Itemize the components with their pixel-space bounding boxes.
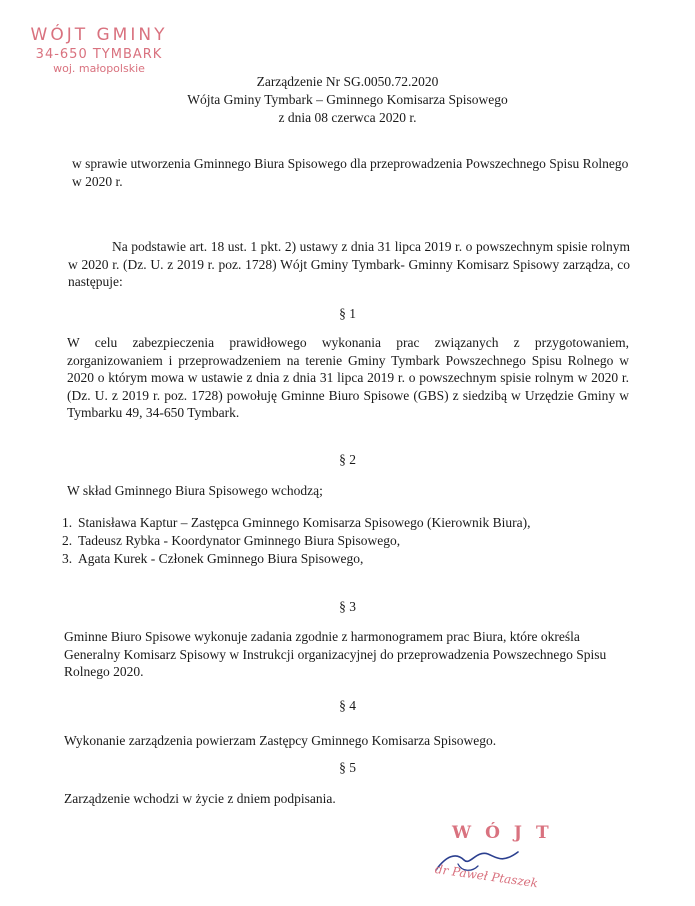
stamp-address: 34-650 TYMBARK — [35, 46, 163, 62]
section-4-mark: § 4 — [339, 698, 356, 713]
section-2-text: W skład Gminnego Biura Spisowego wchodzą; — [67, 483, 323, 498]
section-4-text: Wykonanie zarządzenia powierzam Zastępcy Gminnego Komisarza Spisowego. — [64, 733, 497, 748]
section-2-mark: § 2 — [339, 452, 356, 467]
list-item — [62, 532, 531, 550]
ordinance-number: Zarządzenie Nr SG.0050.72.2020 — [256, 74, 439, 89]
list-item-text: Stanisława Kaptur – Zastępca Gminnego Komisarza Spisowego (Kierownik Biura), — [78, 515, 531, 530]
section-5-text: Zarządzenie wchodzi w życie z dniem podpisania. — [64, 791, 336, 806]
legal-basis-paragraph: Na podstawie art. 18 ust. 1 pkt. 2) ustawy z dnia 31 lipca 2019 r. o powszechnym spisie rolnym w 2020 r. (Dz. U. z 2019 r. poz. 1728) Wójt Gminy Tymbark- Gminny Komisarz Spisowy zarządza, co następuje: — [68, 239, 630, 289]
office-stamp — [14, 26, 184, 76]
section-3-text: Gminne Biuro Spisowe wykonuje zadania zgodnie z harmonogramem prac Biura, które określa Generalny Komisarz Spisowy w Instrukcji organizacyjnej do przeprowadzenia Powszechnego Spisu Rolnego 2020. — [64, 629, 607, 679]
section-1-mark: § 1 — [339, 306, 356, 321]
section-3-mark: § 3 — [339, 599, 356, 614]
stamp-region: woj. małopolskie — [53, 62, 145, 76]
list-item — [62, 514, 531, 532]
list-item-number: 1. — [62, 515, 73, 530]
ordinance-subject: w sprawie utworzenia Gminnego Biura Spisowego dla przeprowadzenia Powszechnego Spisu Rolnego w 2020 r. — [72, 156, 629, 189]
list-item-text: Tadeusz Rybka - Koordynator Gminnego Biura Spisowego, — [78, 533, 401, 548]
list-item-number: 2. — [62, 533, 73, 548]
list-item-text: Agata Kurek - Członek Gminnego Biura Spisowego, — [78, 551, 364, 566]
section-5-mark: § 5 — [339, 760, 356, 775]
section-1-text: W celu zabezpieczenia prawidłowego wykonania prac związanych z przygotowaniem, zorganizowaniem i przeprowadzeniem na terenie Gminy Tymbark Powszechnego Spisu Rolnego w 2020 o którym mowa w ustawie z dnia z dnia 31 lipca 2019 r. o powszechnym spisie rolnym w 2020 r. (Dz. U. z 2019 r. poz. 1728) powołuję Gminne Biuro Spisowe (GBS) z siedzibą w Urzędzie Gminy w Tymbarku 49, 34-650 Tymbark. — [67, 335, 629, 420]
list-item-number: 3. — [62, 551, 73, 566]
office-members-list — [62, 514, 531, 568]
ordinance-date: z dnia 08 czerwca 2020 r. — [278, 110, 417, 125]
document-header — [0, 73, 695, 127]
list-item — [62, 550, 531, 568]
stamp-title: WÓJT GMINY — [30, 25, 168, 45]
ordinance-issuer: Wójta Gminy Tymbark – Gminnego Komisarza Spisowego — [187, 92, 508, 107]
signature-title: WÓJT — [452, 823, 563, 843]
signature-name: dr Paweł Ptaszek — [434, 862, 539, 891]
